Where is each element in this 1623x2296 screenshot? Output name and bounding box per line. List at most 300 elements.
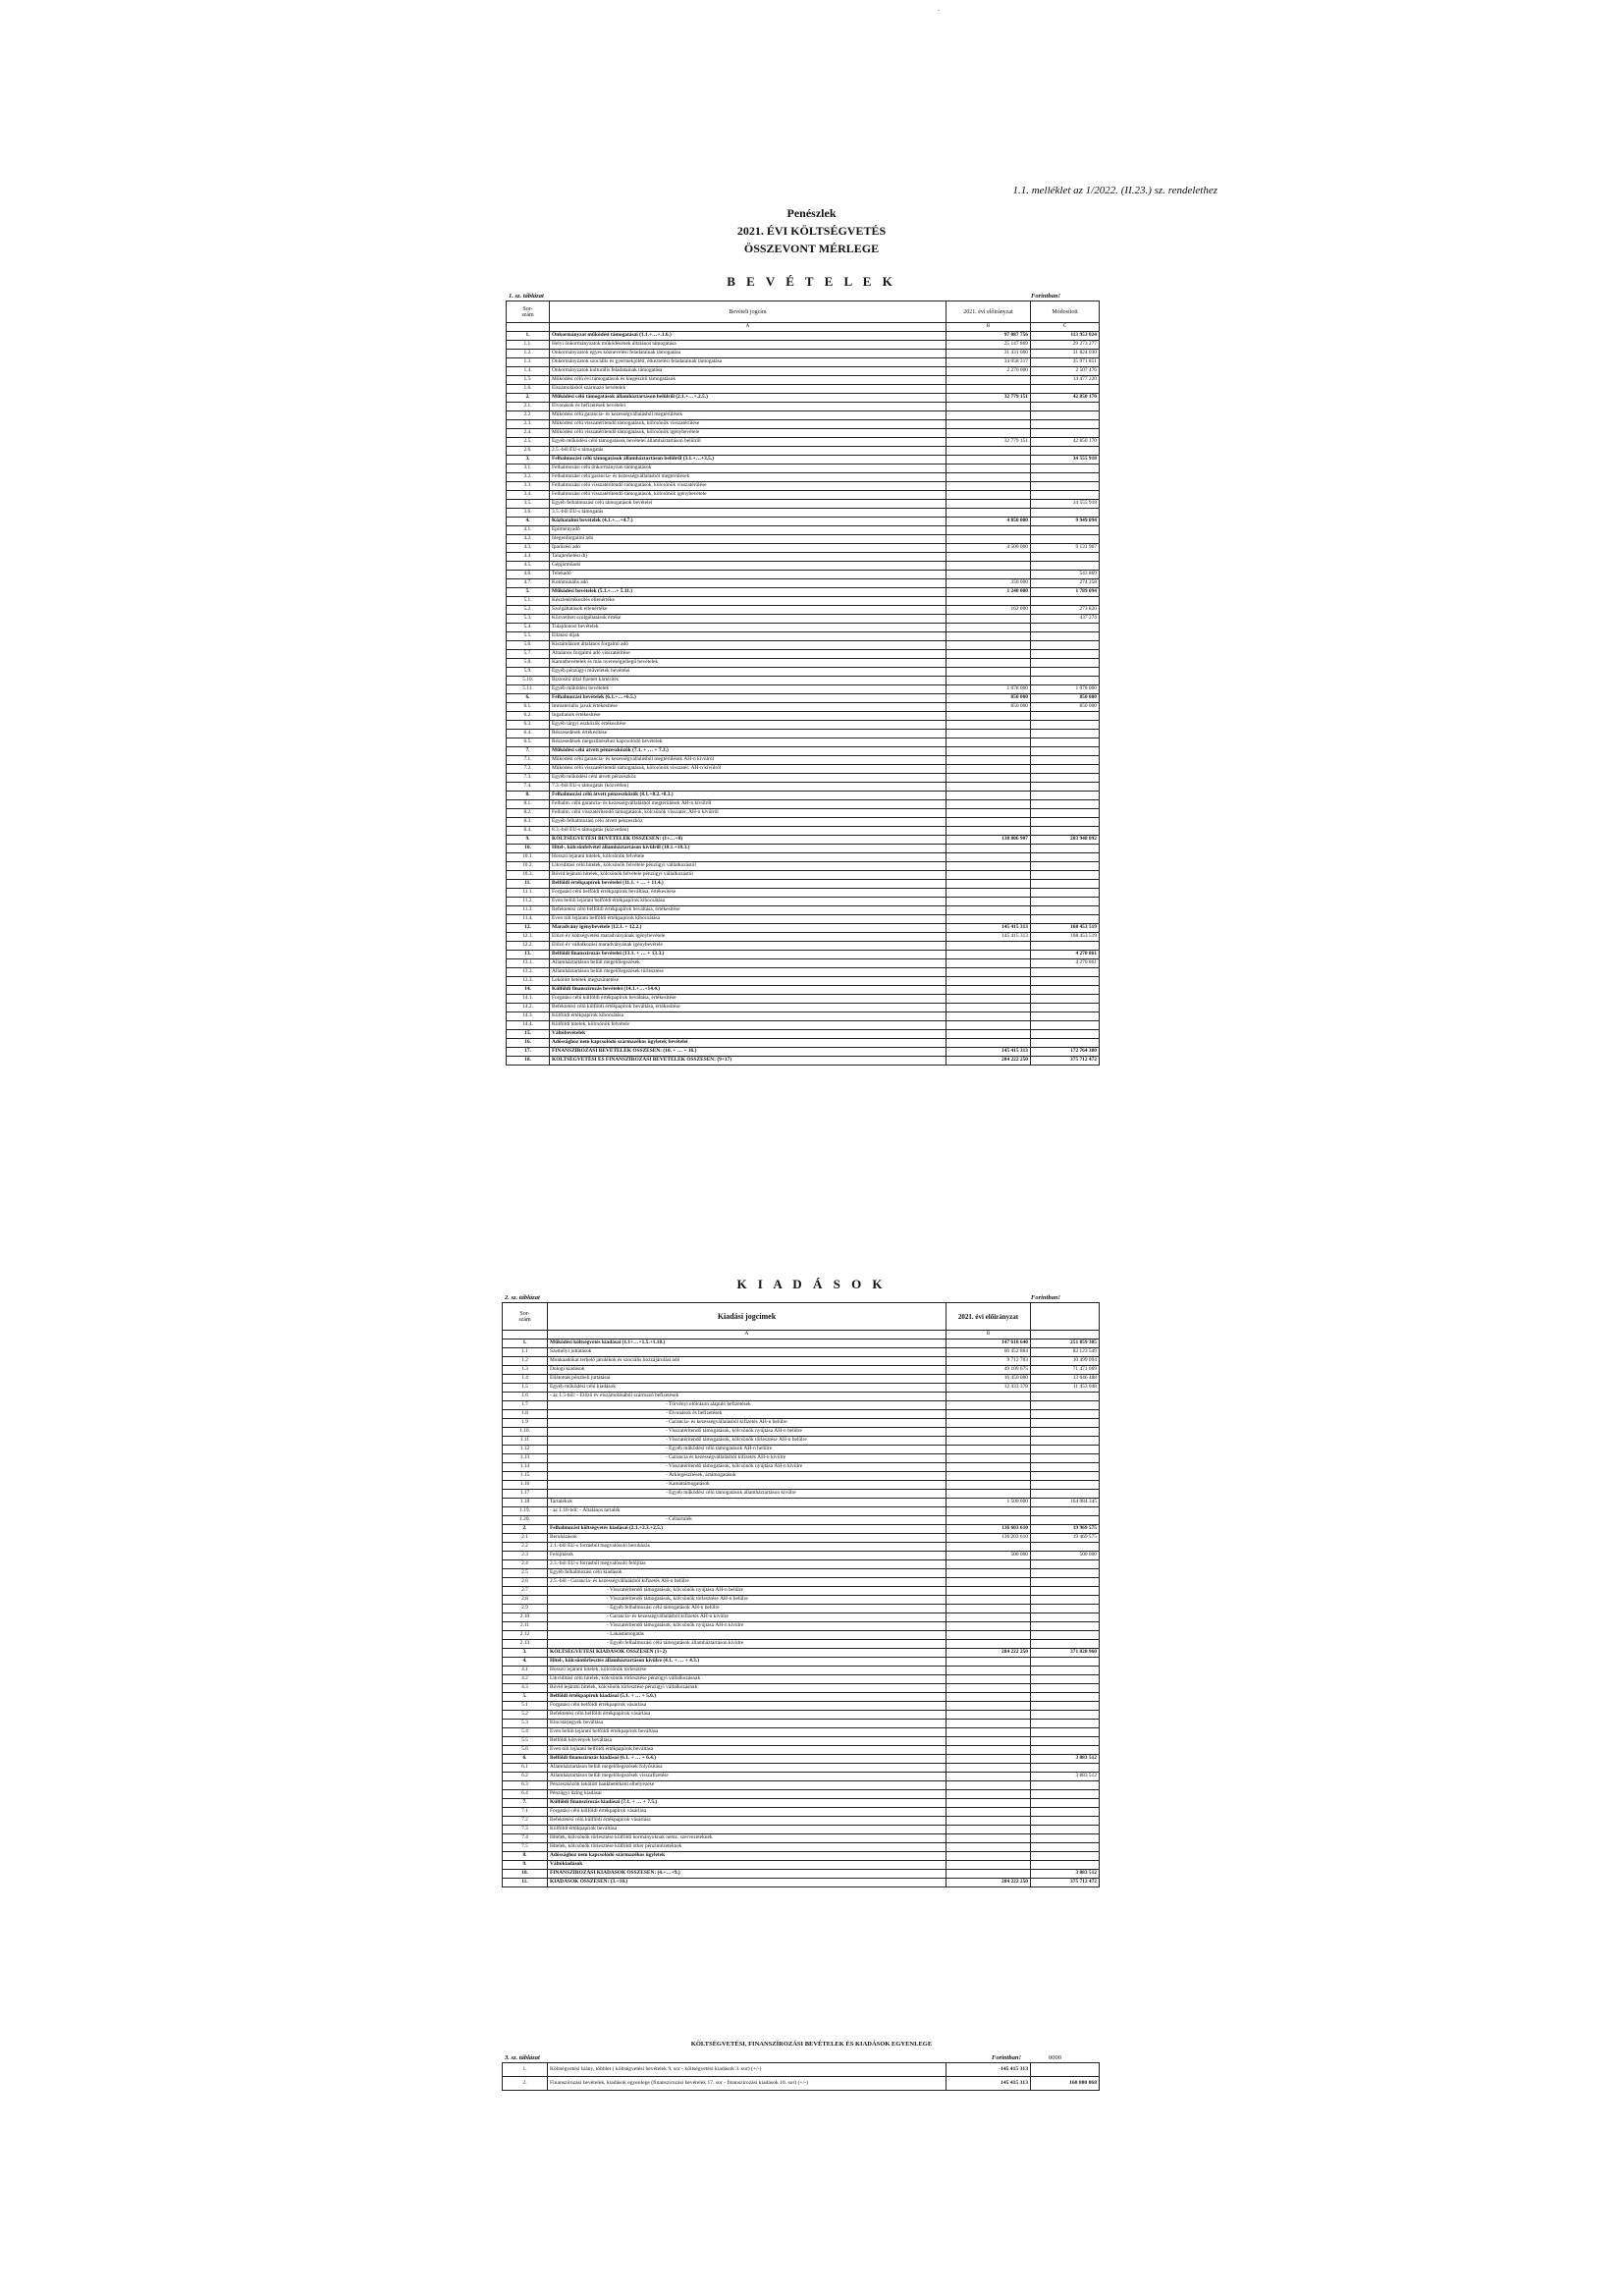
row-plan-value <box>947 853 1031 862</box>
row-label: - Lakástámogatás <box>548 1631 947 1640</box>
table-row <box>507 677 1100 685</box>
row-plan-value: 60 452 884 <box>947 1348 1031 1357</box>
row-number: 3.5. <box>507 500 550 509</box>
row-number: 12.2. <box>507 942 550 951</box>
row-plan-value <box>947 1578 1031 1587</box>
row-label: Hitel-, kölcsöntörlesztés államháztartáson kívülre (4.1. + … + 4.3.) <box>548 1658 947 1667</box>
row-number: 1.15 <box>503 1472 548 1481</box>
row-number: 5.7. <box>507 650 550 659</box>
row-number: 4.6. <box>507 571 550 579</box>
row-plan-value <box>947 1569 1031 1578</box>
row-label: - Garancia és kezességvállalásból kifizetés ÁH-n kívülre <box>548 1454 947 1463</box>
row-modified-value <box>1031 1472 1100 1481</box>
row-modified-value <box>1031 482 1100 491</box>
row-plan-value <box>947 765 1031 774</box>
row-number: 1.11 <box>503 1437 548 1446</box>
row-plan-value: 850 000 <box>947 694 1031 703</box>
table-row <box>507 518 1100 526</box>
row-modified-value: 1 078 000 <box>1031 685 1100 694</box>
row-label: KÖLTSÉGVETÉSI KIADÁSOK ÖSSZESEN (1+2) <box>548 1649 947 1658</box>
row-modified-value <box>1031 526 1100 535</box>
table-row <box>503 1419 1100 1428</box>
row-modified-value: 273 820 <box>1031 606 1100 615</box>
row-plan-value <box>947 898 1031 906</box>
row-modified-value: 437 274 <box>1031 615 1100 624</box>
row-plan-value <box>947 1799 1031 1808</box>
row-plan-value <box>947 1834 1031 1843</box>
row-number: 10. <box>503 1870 548 1879</box>
row-modified-value: 9 131 967 <box>1031 544 1100 553</box>
row-plan-value <box>947 747 1031 756</box>
row-modified-value <box>1031 995 1100 1004</box>
row-label: Szolgáltatások ellenértéke <box>550 606 947 615</box>
table-row <box>507 632 1100 641</box>
table-row <box>507 411 1100 420</box>
row-number: 4.2 <box>503 1675 548 1684</box>
table-row <box>507 915 1100 924</box>
row-number: 7.1 <box>503 1808 548 1817</box>
row-label: Belföldi finanszírozás kiadásai (6.1. + … + 6.4.) <box>548 1755 947 1764</box>
row-modified-value <box>1031 1454 1100 1463</box>
table-row <box>507 465 1100 473</box>
row-plan-value <box>947 1004 1031 1012</box>
row-number: 1.13 <box>503 1454 548 1463</box>
row-label: Működési célú évi támogatások és kiegészítő támogatások <box>550 376 947 385</box>
row-modified-value <box>1031 624 1100 632</box>
row-modified-value <box>1031 1446 1100 1454</box>
table-row <box>507 765 1100 774</box>
row-label: Felhalmozási célú garancia- és kezességvállalásból megtérülések <box>550 473 947 482</box>
row-label: Immateriális javak értékesítése <box>550 703 947 712</box>
row-modified-value: 375 712 472 <box>1031 1879 1100 1887</box>
table-row <box>507 350 1100 358</box>
row-number: 11.1. <box>507 889 550 898</box>
exp-col-header-name: Kiadási jogcímek <box>548 1303 947 1331</box>
row-label: Egyéb tárgyi eszközök értékesítése <box>550 721 947 730</box>
row-number: 1.7 <box>503 1401 548 1410</box>
row-number: 10. <box>507 845 550 853</box>
row-plan-value: 32 779 151 <box>947 438 1031 447</box>
row-modified-value <box>1031 712 1100 721</box>
row-plan-value <box>947 1560 1031 1569</box>
row-number: 2.1 <box>503 1534 548 1543</box>
row-label: Éven túli lejáratú belföldi értékpapírok kibocsátása <box>550 915 947 924</box>
table-row <box>507 783 1100 792</box>
row-label: Önkormányzatok szociális és gyermekjóléti, étkeztetési feladatainak támogatása <box>550 358 947 367</box>
row-plan-value <box>947 959 1031 968</box>
row-plan-value <box>947 1481 1031 1490</box>
row-plan-value <box>947 1861 1031 1870</box>
row-modified-value <box>1031 1012 1100 1021</box>
row-label: Felhalm. célú garancia- és kezességvállalásból megtérülések ÁH-n kívülről <box>550 800 947 809</box>
exp-col-header-modified <box>1031 1303 1100 1331</box>
row-modified-value <box>1031 880 1100 889</box>
table-row <box>507 738 1100 747</box>
row-plan-value <box>947 1446 1031 1454</box>
table-row <box>507 571 1100 579</box>
table-row <box>503 1587 1100 1596</box>
row-label: Gépjárműadó <box>550 562 947 571</box>
row-plan-value <box>947 526 1031 535</box>
table-row <box>503 1720 1100 1728</box>
row-modified-value: 29 273 277 <box>1031 341 1100 350</box>
row-label: - Elvonások és befizetések <box>548 1410 947 1419</box>
table-row <box>507 544 1100 553</box>
row-plan-value <box>947 385 1031 394</box>
row-modified-value <box>1031 1596 1100 1605</box>
row-modified-value: 168 453 519 <box>1031 933 1100 942</box>
row-plan-value <box>947 1631 1031 1640</box>
row-plan-value <box>947 1030 1031 1039</box>
row-plan-value <box>947 871 1031 880</box>
row-modified-value: 42 850 170 <box>1031 394 1100 403</box>
row-modified-value <box>1031 1711 1100 1720</box>
row-label: Felhalmozási célú támogatások államháztartáson belülről (3.1.+…+3.5.) <box>550 456 947 465</box>
row-plan-value <box>947 1667 1031 1675</box>
row-plan-value <box>947 915 1031 924</box>
table-row <box>503 1622 1100 1631</box>
row-plan-value: 4 500 000 <box>947 544 1031 553</box>
row-number: 7.5 <box>503 1843 548 1852</box>
table-row <box>503 1861 1100 1870</box>
row-label: Befektetési célú belföldi értékpapírok beváltása, értékesítése <box>550 906 947 915</box>
row-plan-value: 284 222 250 <box>947 1057 1031 1066</box>
row-label: Előző év költségvetési maradványának igénybevétele <box>550 933 947 942</box>
table-row <box>503 1499 1100 1507</box>
row-label: Részesedések értékesítése <box>550 730 947 738</box>
table-row <box>507 650 1100 659</box>
row-label: Kincstárjegyek beváltása <box>548 1720 947 1728</box>
row-label: Beruházások <box>548 1534 947 1543</box>
row-number: 5.1 <box>503 1702 548 1711</box>
row-number: 2.5. <box>507 438 550 447</box>
row-plan-value <box>947 889 1031 898</box>
row-plan-value <box>947 1658 1031 1667</box>
table-row <box>507 800 1100 809</box>
row-label: Hitelek, kölcsönök törlesztése külföldi kormányoknak nemz. szervezeteknek <box>548 1834 947 1843</box>
row-plan-value <box>947 995 1031 1004</box>
row-number: 2.3. <box>507 420 550 429</box>
row-label: Működési bevételek (5.1.+…+ 5.11.) <box>550 588 947 597</box>
row-number: 2. <box>503 1525 548 1534</box>
row-plan-value <box>947 1622 1031 1631</box>
table-row <box>503 1773 1100 1781</box>
row-plan-value <box>947 818 1031 827</box>
row-number: 2.2. <box>507 411 550 420</box>
row-modified-value: 850 000 <box>1031 703 1100 712</box>
row-number: 5.11. <box>507 685 550 694</box>
row-modified-value: 31 824 030 <box>1031 350 1100 358</box>
row-plan-value: -145 415 313 <box>947 2063 1031 2077</box>
row-label: KÖLTSÉGVETÉSI ÉS FINANSZÍROZÁSI BEVÉTELEK ÖSSZESEN: (9+17) <box>550 1057 947 1066</box>
row-label: Adóssághoz nem kapcsolódó származékos ügyletek bevételei <box>550 1039 947 1048</box>
row-modified-value <box>1031 730 1100 738</box>
table-row <box>507 376 1100 385</box>
row-number: 10.3. <box>507 871 550 880</box>
row-modified-value <box>1031 1781 1100 1790</box>
row-plan-value <box>947 456 1031 465</box>
row-number: 1. <box>507 332 550 341</box>
table-row <box>503 1728 1100 1737</box>
row-label: Működési célú garancia- és kezességvállalásból megtérülések ÁH-n kívülről <box>550 756 947 765</box>
table-row <box>507 685 1100 694</box>
scan-mark <box>938 10 940 11</box>
row-label: Működési célú visszatérítendő támogatások, kölcsönök igénybevétele <box>550 429 947 438</box>
row-label: Hitel-, kölcsönfelvétel államháztartáson kívülről (10.1.+10.3.) <box>550 845 947 853</box>
row-label: Egyéb működési célú támogatások bevételei államháztartáson belülről <box>550 438 947 447</box>
row-plan-value <box>947 1711 1031 1720</box>
row-modified-value <box>1031 465 1100 473</box>
row-number: 11.2. <box>507 898 550 906</box>
row-modified-value <box>1031 1516 1100 1525</box>
row-number: 2.5 <box>503 1569 548 1578</box>
row-plan-value: 145 415 313 <box>947 924 1031 933</box>
row-modified-value <box>1031 1746 1100 1755</box>
row-modified-value <box>1031 800 1100 809</box>
row-number: 6.4. <box>507 730 550 738</box>
row-label: - Egyéb működési célú támogatások államháztartáson kívülre <box>548 1490 947 1499</box>
row-plan-value <box>947 1693 1031 1702</box>
row-number: 15. <box>507 1030 550 1039</box>
expenditure-heading: K I A D Á S O K <box>736 1277 887 1291</box>
row-number: 2.2 <box>503 1543 548 1552</box>
table-row <box>503 1384 1100 1393</box>
table-row <box>507 641 1100 650</box>
row-label: Működési célú támogatások államháztartáson belülről (2.1.+…+.2.5.) <box>550 394 947 403</box>
table-row <box>507 659 1100 668</box>
row-modified-value <box>1031 756 1100 765</box>
row-plan-value <box>947 535 1031 544</box>
row-number: 3.3. <box>507 482 550 491</box>
table-row <box>507 420 1100 429</box>
row-modified-value <box>1031 915 1100 924</box>
row-label: Adóssághoz nem kapcsolódó származékos ügyletek <box>548 1852 947 1861</box>
row-number: 7.3 <box>503 1826 548 1834</box>
row-plan-value <box>947 650 1031 659</box>
revenue-table-unit: Forintban! <box>1031 293 1060 300</box>
row-number: 5.3. <box>507 615 550 624</box>
row-modified-value: 34 555 918 <box>1031 456 1100 465</box>
row-modified-value <box>1031 765 1100 774</box>
table-row <box>507 456 1100 465</box>
row-label: - Visszatérítendő támogatások, kölcsönök törlesztése ÁH-n belülre <box>548 1596 947 1605</box>
row-number: 1. <box>503 1339 548 1348</box>
row-number: 1.1. <box>507 341 550 350</box>
row-plan-value <box>947 942 1031 951</box>
row-label: Éven belüli lejáratú belföldi értékpapírok beváltása <box>548 1728 947 1737</box>
row-label: - Garancia- és kezességvállalásból kifizetés ÁH-n kívülre <box>548 1613 947 1622</box>
row-number: 10.1. <box>507 853 550 862</box>
row-number: 2.6 <box>503 1578 548 1587</box>
row-plan-value <box>947 1012 1031 1021</box>
row-modified-value <box>1031 1667 1100 1675</box>
table-row <box>503 1481 1100 1490</box>
row-plan-value <box>947 597 1031 606</box>
row-plan-value <box>947 783 1031 792</box>
row-number: 7.4 <box>503 1834 548 1843</box>
row-plan-value <box>947 571 1031 579</box>
row-modified-value <box>1031 1764 1100 1773</box>
row-label: Befektetési célú külföldi értékpapírok beváltása, értékesítése <box>550 1004 947 1012</box>
table-row <box>503 1605 1100 1613</box>
row-number: 1.9 <box>503 1419 548 1428</box>
row-modified-value <box>1031 827 1100 836</box>
row-modified-value <box>1031 792 1100 800</box>
row-label: - Garancia- és kezességvállalásból kifizetés ÁH-n belülre <box>548 1419 947 1428</box>
row-number: 2.10 <box>503 1613 548 1622</box>
table-row <box>507 756 1100 765</box>
row-plan-value <box>947 1781 1031 1790</box>
row-number: 5.6 <box>503 1746 548 1755</box>
row-plan-value <box>947 1808 1031 1817</box>
table-row <box>507 429 1100 438</box>
row-modified-value <box>1031 632 1100 641</box>
row-modified-value: 71 471 069 <box>1031 1366 1100 1375</box>
row-number: 7. <box>503 1799 548 1808</box>
row-modified-value <box>1031 968 1100 977</box>
row-label: Egyéb felhalmozási célú kiadások <box>548 1569 947 1578</box>
table-row <box>507 986 1100 995</box>
table-row <box>503 1375 1100 1384</box>
row-number: 3.2. <box>507 473 550 482</box>
row-label: Egyéb felhalmozási célú átvett pénzeszköz <box>550 818 947 827</box>
row-modified-value <box>1031 429 1100 438</box>
row-label: Külföldi finanszírozás kiadásai (7.1. + … + 7.5.) <box>548 1799 947 1808</box>
row-label: Forgatási célú külföldi értékpapírok vásárlása <box>548 1808 947 1817</box>
row-modified-value: 14 477 220 <box>1031 376 1100 385</box>
table-row <box>503 1393 1100 1401</box>
row-modified-value <box>1031 1569 1100 1578</box>
table-row <box>503 1339 1100 1348</box>
row-label: Egyéb pénzügyi műveletek bevételei <box>550 668 947 677</box>
row-modified-value <box>1031 1790 1100 1799</box>
table-row <box>503 1781 1100 1790</box>
row-modified-value: 1 789 094 <box>1031 588 1100 597</box>
row-modified-value: 168 453 519 <box>1031 924 1100 933</box>
row-modified-value <box>1031 1543 1100 1552</box>
row-label: Likviditási célú hitelek, kölcsönök felvétele pénzügyi vállalkozástól <box>550 862 947 871</box>
row-plan-value <box>947 1764 1031 1773</box>
row-number: 6.2. <box>507 712 550 721</box>
table-row <box>503 1552 1100 1560</box>
row-number: 7.1. <box>507 756 550 765</box>
row-plan-value <box>947 986 1031 995</box>
row-number: 13.3. <box>507 977 550 986</box>
row-label: Elszámolásból származó bevételek <box>550 385 947 394</box>
row-plan-value <box>947 1852 1031 1861</box>
row-label: Államháztartáson belüli megelőlegezések törlesztése <box>550 968 947 977</box>
row-modified-value <box>1031 641 1100 650</box>
row-modified-value <box>1031 1507 1100 1516</box>
row-plan-value <box>947 1790 1031 1799</box>
row-label: Talajterhelési díj <box>550 553 947 562</box>
row-label: - Árkiegészítések, ártámogatások <box>548 1472 947 1481</box>
row-number: 13.2. <box>507 968 550 977</box>
row-number: 8.1. <box>507 800 550 809</box>
row-plan-value <box>947 968 1031 977</box>
row-plan-value <box>947 1640 1031 1649</box>
row-modified-value <box>1031 562 1100 571</box>
row-plan-value <box>947 482 1031 491</box>
table-row <box>503 1401 1100 1410</box>
row-number: 14. <box>507 986 550 995</box>
row-plan-value <box>947 792 1031 800</box>
row-label: Közvetített szolgáltatások értéke <box>550 615 947 624</box>
row-label: Befektetési célú belföldi értékpapírok vásárlása <box>548 1711 947 1720</box>
row-number: 5. <box>507 588 550 597</box>
row-number: 10.2. <box>507 862 550 871</box>
row-plan-value <box>947 1870 1031 1879</box>
row-number: 1.12 <box>503 1446 548 1454</box>
table-row <box>503 1525 1100 1534</box>
table-row <box>507 447 1100 456</box>
row-plan-value: 136 203 610 <box>947 1534 1031 1543</box>
row-number: 5.5. <box>507 632 550 641</box>
table-row <box>507 951 1100 959</box>
row-modified-value <box>1031 403 1100 411</box>
budget-subtitle: ÖSSZEVONT MÉRLEGE <box>743 242 880 255</box>
row-plan-value <box>947 632 1031 641</box>
row-number: 2. <box>507 394 550 403</box>
row-plan-value <box>947 845 1031 853</box>
row-modified-value <box>1031 1419 1100 1428</box>
row-label: Egyéb felhalmozási célú támogatások bevételei <box>550 500 947 509</box>
row-plan-value <box>947 977 1031 986</box>
row-modified-value: 3 883 512 <box>1031 1773 1100 1781</box>
table-row <box>507 933 1100 942</box>
row-modified-value: 10 499 094 <box>1031 1357 1100 1366</box>
table-row <box>507 606 1100 615</box>
row-number: 13.1. <box>507 959 550 968</box>
row-modified-value: 3 883 512 <box>1031 1755 1100 1764</box>
row-number: 5.6. <box>507 641 550 650</box>
row-plan-value <box>947 1454 1031 1463</box>
row-modified-value: 113 953 824 <box>1031 332 1100 341</box>
col-letter-a: A <box>550 323 947 332</box>
row-label: - az 1.18-ból: - Általános tartalék <box>548 1507 947 1516</box>
row-number: 8. <box>503 1852 548 1861</box>
table-row <box>507 385 1100 394</box>
row-modified-value <box>1031 986 1100 995</box>
balance-table <box>502 2062 1100 2091</box>
row-modified-value <box>1031 1658 1100 1667</box>
row-label: Ingatlanok értékesítése <box>550 712 947 721</box>
row-modified-value <box>1031 1737 1100 1746</box>
row-modified-value <box>1031 1631 1100 1640</box>
row-plan-value <box>947 500 1031 509</box>
table-row <box>507 747 1100 756</box>
table-row <box>507 624 1100 632</box>
table-row <box>507 703 1100 712</box>
row-modified-value <box>1031 1861 1100 1870</box>
row-plan-value: 350 000 <box>947 579 1031 588</box>
row-plan-value: 145 415 313 <box>947 1048 1031 1057</box>
row-number: 1.5. <box>507 376 550 385</box>
row-plan-value <box>947 1516 1031 1525</box>
row-plan-value: 32 779 151 <box>947 394 1031 403</box>
row-modified-value <box>1031 597 1100 606</box>
row-plan-value: 1 240 000 <box>947 588 1031 597</box>
row-plan-value <box>947 862 1031 871</box>
row-modified-value <box>1031 906 1100 915</box>
row-plan-value <box>947 677 1031 685</box>
table-row <box>507 809 1100 818</box>
table-row <box>507 358 1100 367</box>
row-label: Felhalmozási költségvetés kiadásai (2.1.+2.3.+2.5.) <box>548 1525 947 1534</box>
expenditure-table-number: 2. sz. táblázat <box>505 1294 540 1301</box>
table-row <box>503 1569 1100 1578</box>
row-modified-value <box>1031 783 1100 792</box>
